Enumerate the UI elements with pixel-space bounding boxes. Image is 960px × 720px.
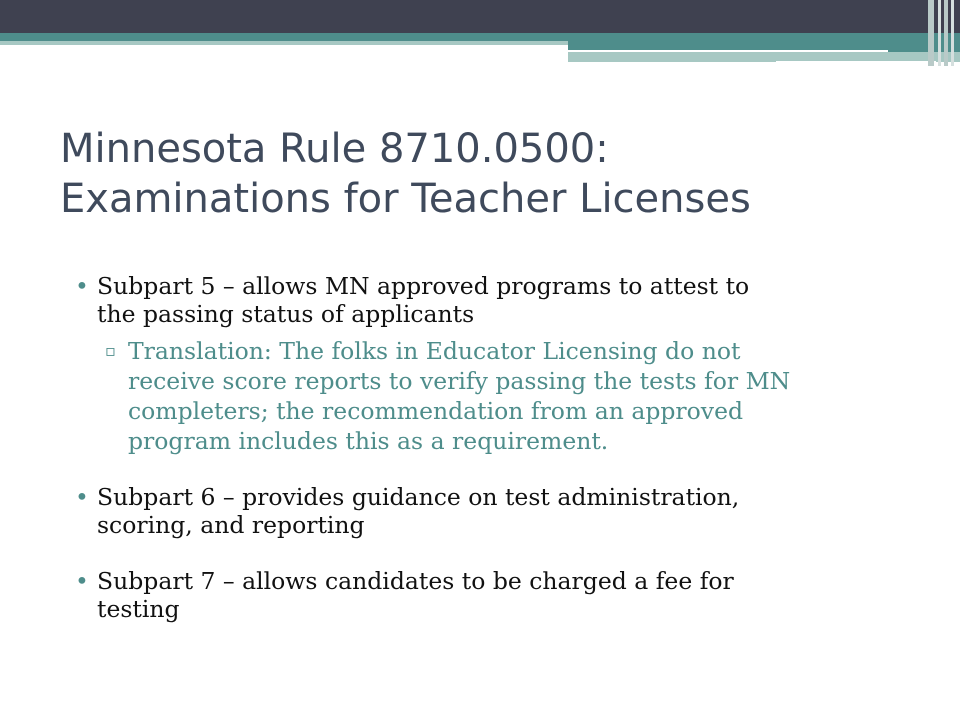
header-vertical-bar — [928, 0, 934, 66]
sub-bullet-line: Translation: The folks in Educator Licensing do not — [128, 337, 741, 365]
header-vertical-bar — [938, 0, 941, 66]
bullet-line: Subpart 6 – provides guidance on test administration, — [97, 483, 740, 511]
slide-body — [75, 272, 925, 623]
header-vertical-bar — [944, 0, 948, 66]
header-teal-band — [0, 33, 960, 41]
spacer — [75, 456, 925, 483]
bullet-line: the passing status of applicants — [97, 300, 475, 328]
bullet-item-subpart-5 — [75, 272, 925, 328]
spacer — [75, 539, 925, 567]
bullet-line: scoring, and reporting — [97, 511, 365, 539]
bullet-dot-icon: • — [75, 483, 89, 511]
sub-bullet-square-icon: ▫ — [105, 341, 116, 360]
sub-bullet-line: completers; the recommendation from an approved — [128, 397, 744, 425]
bullet-item-subpart-6 — [75, 483, 925, 539]
header-vertical-bar — [951, 0, 954, 66]
header-white-line — [568, 50, 888, 52]
sub-bullet-line: program includes this as a requirement. — [128, 427, 609, 455]
sub-bullet-translation — [75, 336, 925, 456]
header-dark-band — [0, 0, 960, 33]
bullet-line: Subpart 7 – allows candidates to be charged a fee for — [97, 567, 734, 595]
slide-title — [60, 124, 920, 224]
slide-title-line-1: Minnesota Rule 8710.0500: — [60, 126, 609, 172]
bullet-line: Subpart 5 – allows MN approved programs to attest to — [97, 272, 750, 300]
header-white-line-short — [776, 61, 936, 63]
bullet-item-subpart-7 — [75, 567, 925, 623]
bullet-dot-icon: • — [75, 567, 89, 595]
sub-bullet-line: receive score reports to verify passing the tests for MN — [128, 367, 791, 395]
bullet-dot-icon: • — [75, 272, 89, 300]
slide-title-line-2: Examinations for Teacher Licenses — [60, 176, 751, 222]
bullet-line: testing — [97, 595, 180, 623]
